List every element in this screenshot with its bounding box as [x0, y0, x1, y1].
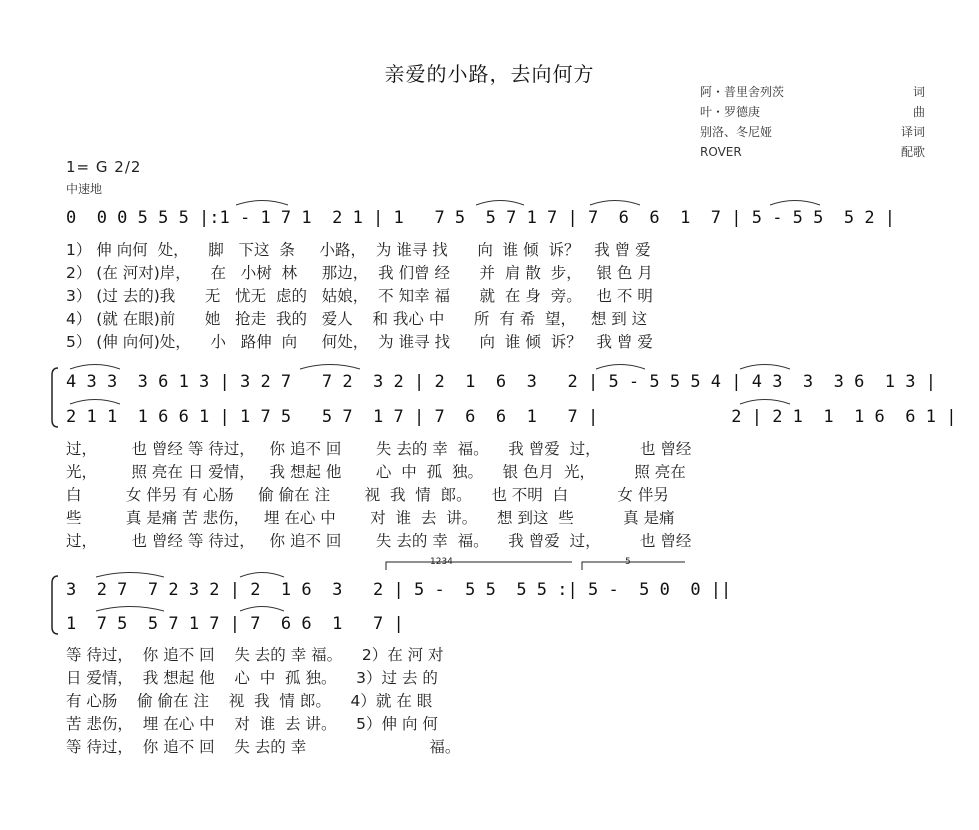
song-title: 亲爱的小路，去向何方	[384, 62, 595, 86]
slur	[740, 365, 790, 370]
slur	[236, 201, 288, 206]
volta-1-bracket	[386, 562, 572, 570]
slur	[300, 365, 360, 370]
credit-name: 阿・普里舍列茨	[700, 85, 785, 99]
lyric-line-2-verse-4: 些 真 是痛 苦 悲伤， 埋 在心 中 对 谁 去 讲。 想 到这 些 真 是痛	[66, 509, 675, 527]
volta-1-label: 1234	[430, 557, 453, 567]
slur	[240, 607, 284, 612]
lyric-line-3-verse-4: 苦 悲伤， 埋 在心 中 对 谁 去 讲。 5）伸 向 何	[66, 715, 438, 733]
lyric-line-3-verse-5: 等 待过， 你 追不 回 失 去的 幸 福。	[66, 738, 461, 756]
volta-2-label: 5	[625, 557, 631, 567]
credit-role: 配歌	[900, 145, 925, 159]
melody-system-1: 0 0 0 5 5 5 |:1 - 1 7 1 2 1 | 1 7 5 5 7 1 7 | 7 6 6 1 7 | 5 - 5 5 5 2 |	[66, 208, 896, 228]
system-2-bracket	[52, 368, 58, 427]
lyric-line-2-verse-3: 白 女 伴另 有 心肠 偷 偷在 注 视 我 情 郎。 也 不明 白 女 伴另	[66, 486, 669, 504]
slur	[240, 573, 284, 578]
volta-2-bracket	[582, 562, 685, 570]
slur	[476, 201, 524, 206]
credit-name: ROVER	[700, 145, 742, 159]
slur	[770, 201, 820, 206]
tempo-marking: 中速地	[66, 182, 103, 196]
slur	[590, 201, 640, 206]
lyric-line-1-verse-5: 5） (伸 向何)处， 小 路伸 向 何处， 为 谁寻 找 向 谁 倾 诉？ 我 曾 爱	[66, 333, 653, 351]
slur	[596, 365, 645, 370]
credit-role: 曲	[912, 105, 925, 119]
lyric-line-3-verse-1: 等 待过， 你 追不 回 失 去的 幸 福。 2）在 河 对	[66, 646, 444, 664]
key-signature: 1= G 2/2	[66, 158, 142, 176]
lyric-line-3-verse-3: 有 心肠 偷 偷在 注 视 我 情 郎。 4）就 在 眼	[66, 692, 433, 710]
lyric-line-1-verse-4: 4） (就 在眼)前 她 抢走 我的 爱人 和 我心 中 所 有 希 望， 想 到 这	[66, 310, 648, 328]
lyric-line-2-verse-5: 过， 也 曾经 等 待过， 你 追不 回 失 去的 幸 福。 我 曾爱 过， 也 曾经	[66, 532, 692, 550]
slur	[96, 573, 164, 578]
lyric-line-1-verse-3: 3） (过 去的)我 无 忧无 虑的 姑娘， 不 知幸 福 就 在 身 旁。 也 不 明	[66, 287, 653, 305]
slur	[70, 400, 120, 405]
melody-lower-system-2: 2 1 1 1 6 6 1 | 1 7 5 5 7 1 7 | 7 6 6 1 7 | 2 | 2 1 1 1 6 6 1 |	[66, 407, 957, 427]
melody-upper-system-3: 3 2 7 7 2 3 2 | 2 1 6 3 2 | 5 - 5 5 5 5 :| 5 - 5 0 0 ||	[66, 580, 732, 600]
system-3-bracket	[52, 576, 58, 634]
lyric-line-2-verse-2: 光， 照 亮在 日 爱情， 我 想起 他 心 中 孤 独。 银 色月 光， 照 亮在	[66, 463, 686, 481]
credit-name: 叶・罗德庚	[700, 105, 761, 119]
lyric-line-1-verse-1: 1） 伸 向何 处， 脚 下这 条 小路， 为 谁寻 找 向 谁 倾 诉？ 我 曾 爱	[66, 241, 651, 259]
lyric-line-2-verse-1: 过， 也 曾经 等 待过， 你 追不 回 失 去的 幸 福。 我 曾爱 过， 也 曾经	[66, 440, 692, 458]
slur	[740, 400, 790, 405]
melody-upper-system-2: 4 3 3 3 6 1 3 | 3 2 7 7 2 3 2 | 2 1 6 3 2 | 5 - 5 5 5 4 | 4 3 3 3 6 1 3 |	[66, 372, 936, 392]
slur	[96, 607, 164, 612]
credit-name: 别洛、冬尼娅	[700, 125, 773, 139]
lyric-line-3-verse-2: 日 爱情， 我 想起 他 心 中 孤 独。 3）过 去 的	[66, 669, 438, 687]
credit-role: 词	[912, 85, 925, 99]
melody-lower-system-3: 1 7 5 5 7 1 7 | 7 6 6 1 7 |	[66, 614, 404, 634]
credit-role: 译词	[900, 125, 925, 139]
slur	[70, 365, 120, 370]
lyric-line-1-verse-2: 2） (在 河对)岸， 在 小树 林 那边， 我 们曾 经 并 肩 散 步， 银 色 月	[66, 264, 653, 282]
